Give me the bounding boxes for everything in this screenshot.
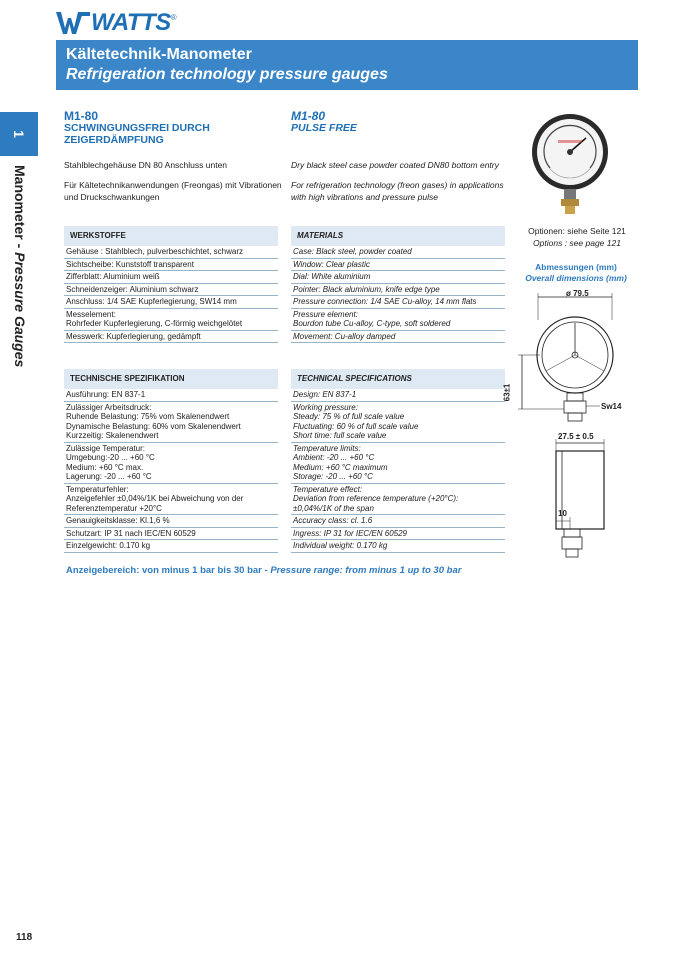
table-row <box>64 515 278 528</box>
thread-label: 10 <box>558 509 567 518</box>
table-cell-line: Temperature effect: <box>293 484 363 494</box>
table-cell-line: Schutzart: IP 31 nach IEC/EN 60529 <box>66 528 196 538</box>
table-cell-line: Movement: Cu-alloy damped <box>293 331 396 341</box>
table-cell-line: Short time: full scale value <box>293 431 387 440</box>
table-cell-line: Accuracy class: cl. 1.6 <box>293 516 373 525</box>
table-cell-line: Working pressure: <box>293 402 358 412</box>
model-english: M1-80 <box>291 109 326 123</box>
use-line: und Druckschwankungen <box>64 192 160 202</box>
table-cell-line: Dial: White aluminium <box>293 272 371 281</box>
wrench-size-label: Sw14 <box>601 402 622 411</box>
watts-w-icon <box>56 12 90 34</box>
table-header: MATERIALS <box>291 226 505 246</box>
table-header: TECHNISCHE SPEZIFIKATION <box>64 369 278 389</box>
use-description-english <box>291 179 504 203</box>
table-cell-line: Temperaturfehler: <box>66 484 129 494</box>
product-heading-german <box>64 110 210 146</box>
table-row <box>291 296 505 309</box>
table-cell-line: Medium: +60 °C max. <box>66 462 144 472</box>
table-cell-line: Rohrfeder Kupferlegierung, C-förmig weichgelötet <box>66 319 243 328</box>
dimensions-title-english: Overall dimensions (mm) <box>525 273 627 283</box>
table-row <box>64 443 278 484</box>
table-row <box>291 540 505 553</box>
table-cell-line: Genauigkeitsklasse: Kl.1,6 % <box>66 516 170 525</box>
title-german: Kältetechnik-Manometer <box>66 46 252 63</box>
table-cell-line: Messwerk: Kupferlegierung, gedämpft <box>66 331 201 341</box>
table-cell-line: Fluctuating: 60 % of full scale value <box>293 421 419 431</box>
dimensions-title-german: Abmessungen (mm) <box>535 262 617 272</box>
table-row <box>291 443 505 484</box>
specs-table-english <box>291 369 505 553</box>
table-cell-line: Pressure element: <box>293 309 358 319</box>
table-cell-line: Ingress: IP 31 for IEC/EN 60529 <box>293 528 407 538</box>
table-cell-line: Gehäuse : Stahlblech, pulverbeschichtet, schwarz <box>66 247 243 256</box>
page-number: 118 <box>16 932 33 943</box>
table-cell-line: Case: Black steel, powder coated <box>293 247 412 256</box>
product-heading-english <box>291 110 357 134</box>
options-german: Optionen: siehe Seite 121 <box>528 226 626 236</box>
dimension-drawing <box>500 285 650 565</box>
title-english: Refrigeration technology pressure gauges <box>66 66 388 83</box>
pressure-range-german: Anzeigebereich: von minus 1 bar bis 30 bar - <box>66 565 271 576</box>
table-cell-line: Bourdon tube Cu-alloy, C-type, soft soldered <box>293 319 451 328</box>
brand-name: WATTS <box>91 9 171 36</box>
chapter-label-english: Pressure Gauges <box>12 252 28 368</box>
table-header: WERKSTOFFE <box>64 226 278 246</box>
chapter-side-label <box>4 165 34 435</box>
table-cell-line: Zulässige Temperatur: <box>66 443 145 453</box>
case-description-english: Dry black steel case powder coated DN80 bottom entry <box>291 160 499 170</box>
use-line: with high vibrations and pressure pulse <box>291 192 438 202</box>
table-row <box>64 259 278 272</box>
table-cell-line: Schneidenzeiger: Aluminium schwarz <box>66 284 199 294</box>
materials-table-english <box>291 226 505 343</box>
table-cell-line: Umgebung:-20 ... +60 °C <box>66 453 155 462</box>
chapter-tab <box>0 112 38 156</box>
table-row <box>291 246 505 259</box>
table-cell-line: Window: Clear plastic <box>293 259 370 269</box>
depth-label: 27.5 ± 0.5 <box>558 432 594 441</box>
table-row <box>291 271 505 284</box>
pressure-range <box>66 565 461 576</box>
table-cell-line: Medium: +60 °C maximum <box>293 462 388 472</box>
table-cell-line: Zifferblatt: Aluminium weiß <box>66 272 160 281</box>
options-english: Options : see page 121 <box>533 238 621 248</box>
table-header: TECHNICAL SPECIFICATIONS <box>291 369 505 389</box>
table-row <box>291 484 505 516</box>
diameter-label: ø 79.5 <box>566 289 589 298</box>
pressure-range-english: Pressure range: from minus 1 up to 30 bar <box>270 565 462 576</box>
table-cell-line: Kurzzeitig: Skalenendwert <box>66 431 159 440</box>
case-description-german: Stahlblechgehäuse DN 80 Anschluss unten <box>64 160 228 170</box>
table-cell-line: Referenztemperatur +20°C <box>66 503 162 513</box>
table-cell-line: Lagerung: -20 ... +60 °C <box>66 472 152 481</box>
model-german: M1-80 <box>64 109 99 123</box>
table-cell-line: Anzeigefehler ±0,04%/1K bei Abweichung von der <box>66 494 244 503</box>
table-row <box>291 284 505 297</box>
table-cell-line: Ausführung: EN 837-1 <box>66 390 146 399</box>
table-cell-line: Pressure connection: 1/4 SAE Cu-alloy, 14 mm flats <box>293 297 477 306</box>
specs-table-german <box>64 369 278 553</box>
table-cell-line: Design: EN 837-1 <box>293 390 357 399</box>
table-cell-line: Individual weight: 0.170 kg <box>293 541 388 550</box>
table-row <box>64 540 278 553</box>
table-row <box>291 309 505 331</box>
materials-table-german <box>64 226 278 343</box>
table-row <box>64 402 278 443</box>
table-row <box>64 271 278 284</box>
table-cell-line: Einzelgewicht: 0.170 kg <box>66 541 151 550</box>
table-cell-line: Messelement: <box>66 309 116 319</box>
brand-registered-mark: ® <box>170 13 177 22</box>
table-cell-line: Pointer: Black aluminium, knife edge type <box>293 284 440 294</box>
chapter-number: 1 <box>10 130 27 138</box>
table-cell-line: Dynamische Belastung: 60% vom Skalenendwert <box>66 421 241 431</box>
chapter-label-german: Manometer - <box>12 165 28 253</box>
table-row <box>64 309 278 331</box>
table-cell-line: Zulässiger Arbeitsdruck: <box>66 402 152 412</box>
table-cell-line: Sichtscheibe: Kunststoff transparent <box>66 259 194 269</box>
table-cell-line: Steady: 75 % of full scale value <box>293 412 405 421</box>
use-description-german <box>64 179 282 203</box>
table-cell-line: Storage: -20 ... +60 °C <box>293 472 373 481</box>
watts-logo <box>56 10 177 36</box>
table-row <box>64 484 278 516</box>
subtitle-english-1: PULSE FREE <box>291 122 357 134</box>
height-label: 63±1 <box>502 383 512 402</box>
table-row <box>291 389 505 402</box>
table-row <box>64 389 278 402</box>
table-cell-line: ±0,04%/1K of the span <box>293 503 374 513</box>
table-row <box>291 259 505 272</box>
table-row <box>291 528 505 541</box>
table-row <box>64 284 278 297</box>
subtitle-german-1: SCHWINGUNGSFREI DURCH <box>64 122 210 134</box>
table-row <box>291 331 505 344</box>
dimensions-title <box>508 262 644 284</box>
use-line: For refrigeration technology (freon gases) in applications <box>291 180 504 190</box>
table-cell-line: Deviation from reference temperature (+20°C): <box>293 494 459 503</box>
table-cell-line: Temperature limits: <box>293 443 361 453</box>
table-row <box>64 246 278 259</box>
title-banner <box>56 40 638 90</box>
options-note <box>512 225 642 249</box>
table-row <box>64 331 278 344</box>
table-row <box>291 402 505 443</box>
use-line: Für Kältetechnikanwendungen (Freongas) mit Vibrationen <box>64 180 282 190</box>
table-cell-line: Ruhende Belastung: 75% vom Skalenendwert <box>66 412 230 421</box>
table-row <box>291 515 505 528</box>
table-row <box>64 528 278 541</box>
table-cell-line: Ambient: -20 ... +60 °C <box>293 453 375 462</box>
table-cell-line: Anschluss: 1/4 SAE Kupferlegierung, SW14 mm <box>66 297 237 306</box>
subtitle-german-2: ZEIGERDÄMPFUNG <box>64 134 164 146</box>
gauge-photo <box>528 112 614 216</box>
table-row <box>64 296 278 309</box>
